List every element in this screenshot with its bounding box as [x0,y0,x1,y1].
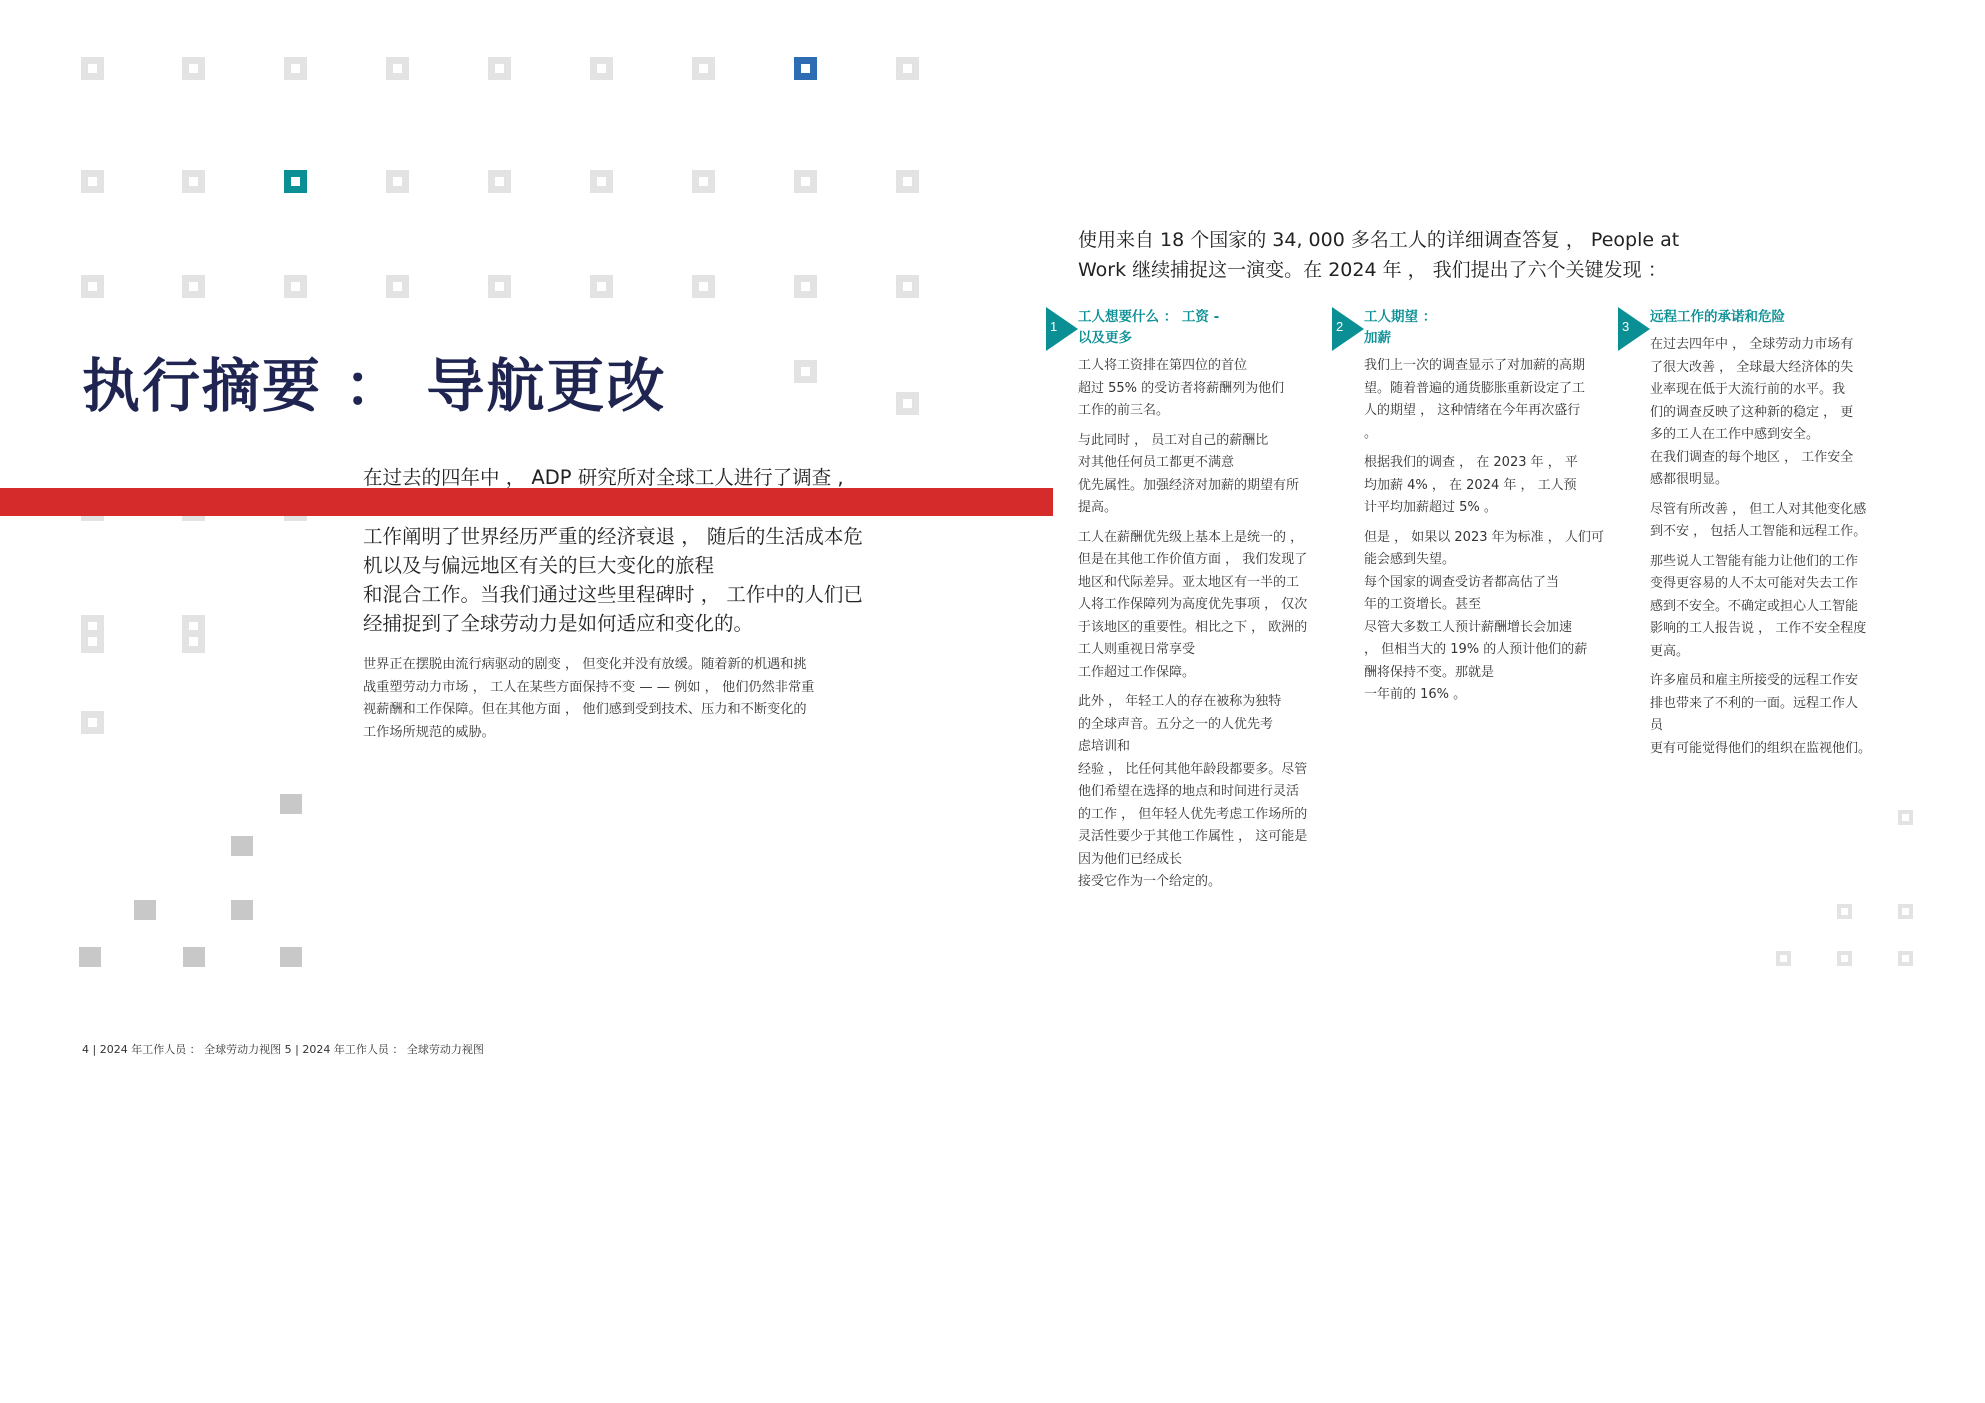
grid-square [386,57,409,80]
finding-number-marker: 1 [1046,307,1078,351]
grid-square [182,170,205,193]
grid-square [1898,904,1913,919]
grid-square [1898,810,1913,825]
grid-square [488,275,511,298]
grid-square [1837,951,1852,966]
grid-square [182,630,205,653]
grid-square [182,275,205,298]
lead-line: 机以及与偏远地区有关的巨大变化的旅程 [363,554,715,577]
finding-paragraph: 但是 ， 如果以 2023 年为标准 ， 人们可 能会感到失望。 每个国家的调查受访者都高估了当 年的工资增长。甚至 尽管大多数工人预计薪酬增长会加速 ， 但相当大的 19% 的人预计他们的薪 酬将保持不变。那就是 一年前的 16% 。 [1364,529,1604,702]
grid-square-solid [134,900,156,920]
grid-square [590,57,613,80]
intro-small-line: 世界正在摆脱由流行病驱动的剧变 ， 但变化并没有放缓。随着新的机遇和挑 [363,657,807,672]
intro-small-paragraph [363,654,814,744]
finding-paragraph: 我们上一次的调查显示了对加薪的高期 望。随着普遍的通货膨胀重新设定了工 人的期望 ， 这种情绪在今年再次盛行 。 [1364,358,1586,441]
finding-paragraph: 工人将工资排在第四位的首位 超过 55% 的受访者将薪酬列为他们 工作的前三名。 [1078,358,1285,418]
grid-square [81,170,104,193]
grid-square [794,170,817,193]
grid-square [794,275,817,298]
finding-column-3 [1622,307,1920,767]
grid-square [1837,904,1852,919]
grid-square [896,275,919,298]
grid-square-teal [284,170,307,193]
grid-square [284,275,307,298]
finding-heading: 工人期望 ： 加薪 [1364,309,1437,346]
grid-square [692,170,715,193]
grid-square [488,170,511,193]
lead-line: 工作阐明了世界经历严重的经济衰退 ， 随后的生活成本危 [363,525,863,548]
findings-intro [1078,225,1679,285]
findings-intro-line: Work 继续捕捉这一演变。在 2024 年 ， 我们提出了六个关键发现 ： [1078,259,1667,281]
lead-paragraph [363,522,863,638]
red-accent-bar [0,488,1053,516]
grid-square-solid [79,947,101,967]
grid-square [692,275,715,298]
grid-square [386,275,409,298]
grid-square [1898,951,1913,966]
grid-square [488,57,511,80]
grid-square-blue [794,57,817,80]
grid-square [896,170,919,193]
lead-line: 在过去的四年中 ， ADP 研究所对全球工人进行了调查 , [363,466,844,489]
grid-square [284,57,307,80]
lead-line: 经捕捉到了全球劳动力是如何适应和变化的。 [363,612,754,635]
grid-square [590,275,613,298]
finding-paragraph: 许多雇员和雇主所接受的远程工作安 排也带来了不利的一面。远程工作人 员 更有可能觉得他们的组织在监视他们。 [1650,673,1872,756]
finding-number-marker: 2 [1332,307,1364,351]
lead-first-line [363,463,844,492]
grid-square [182,57,205,80]
finding-paragraph: 工人在薪酬优先级上基本上是统一的 ， 但是在其他工作价值方面 ， 我们发现了 地区和代际差异。亚太地区有一半的工 人将工作保障列为高度优先事项 ， 仅次 于该地区的重要性。相比之下 ， 欧洲的 工人则重视日常享受 工作超过工作保障。 [1078,529,1308,680]
intro-small-line: 战重塑劳动力市场 ， 工人在某些方面保持不变 — — 例如 ， 他们仍然非常重 [363,679,815,695]
finding-body [1364,355,1634,707]
grid-square [81,711,104,734]
grid-square [1776,951,1791,966]
grid-square [81,57,104,80]
finding-paragraph: 尽管有所改善 ， 但工人对其他变化感 到不安 ， 包括人工智能和远程工作。 [1650,501,1867,539]
finding-body [1078,355,1348,894]
grid-square [896,57,919,80]
grid-square-solid [231,900,253,920]
grid-square [896,392,919,415]
finding-paragraph: 在过去四年中 ， 全球劳动力市场有 了很大改善 ， 全球最大经济体的失 业率现在低于大流行前的水平。我 们的调查反映了这种新的稳定 ， 更 多的工人在工作中感到安全。 在我们调查的每个地区 ， 工作安全 感都很明显。 [1650,337,1854,487]
finding-heading: 远程工作的承诺和危险 [1650,309,1785,325]
grid-square [692,57,715,80]
finding-column-1 [1050,307,1348,901]
finding-paragraph: 与此同时 ， 员工对自己的薪酬比 对其他任何员工都更不满意 优先属性。加强经济对加薪的期望有所 提高。 [1078,432,1300,515]
finding-paragraph: 那些说人工智能有能力让他们的工作 变得更容易的人不太可能对失去工作 感到不安全。不确定或担心人工智能 影响的工人报告说 ， 工作不安全程度 更高。 [1650,553,1867,659]
finding-paragraph: 根据我们的调查 ， 在 2023 年 ， 平 均加薪 4% ， 在 2024 年 ， 工人预 计平均加薪超过 5% 。 [1364,455,1578,515]
intro-small-line: 视薪酬和工作保障。但在其他方面 ， 他们感到受到技术、压力和不断变化的 [363,702,807,717]
finding-paragraph: 此外 ， 年轻工人的存在被称为独特 的全球声音。五分之一的人优先考 虑培训和 经验 ， 比任何其他年龄段都要多。尽管 他们希望在选择的地点和时间进行灵活 的工作 ， 但年轻人优先考虑工作场所的 灵活性要少于其他工作属性 ， 这可能是 因为他们已经成长 接受它作为一个给定的。 [1078,694,1308,889]
intro-small-line: 工作场所规范的威胁。 [363,724,495,740]
grid-square-solid [280,794,302,814]
lead-line: 和混合工作。当我们通过这些里程碑时 ， 工作中的人们已 [363,583,863,606]
finding-body [1650,334,1920,760]
finding-heading: 工人想要什么 ： 工资 - 以及更多 [1078,309,1220,346]
grid-square-solid [280,947,302,967]
finding-number-marker: 3 [1618,307,1650,351]
findings-intro-line: 使用来自 18 个国家的 34, 000 多名工人的详细调查答复 ， People at [1078,229,1680,251]
finding-column-2 [1336,307,1634,714]
grid-square [386,170,409,193]
grid-square [794,360,817,383]
page-footer: 4 | 2024 年工作人员 ： 全球劳动力视图 5 | 2024 年工作人员 ： 全球劳动力视图 [82,1043,484,1056]
page-title: 执行摘要 ： 导航更改 [82,351,667,420]
grid-square [590,170,613,193]
grid-square-solid [231,836,253,856]
grid-square-solid [183,947,205,967]
grid-square [81,630,104,653]
grid-square [81,275,104,298]
